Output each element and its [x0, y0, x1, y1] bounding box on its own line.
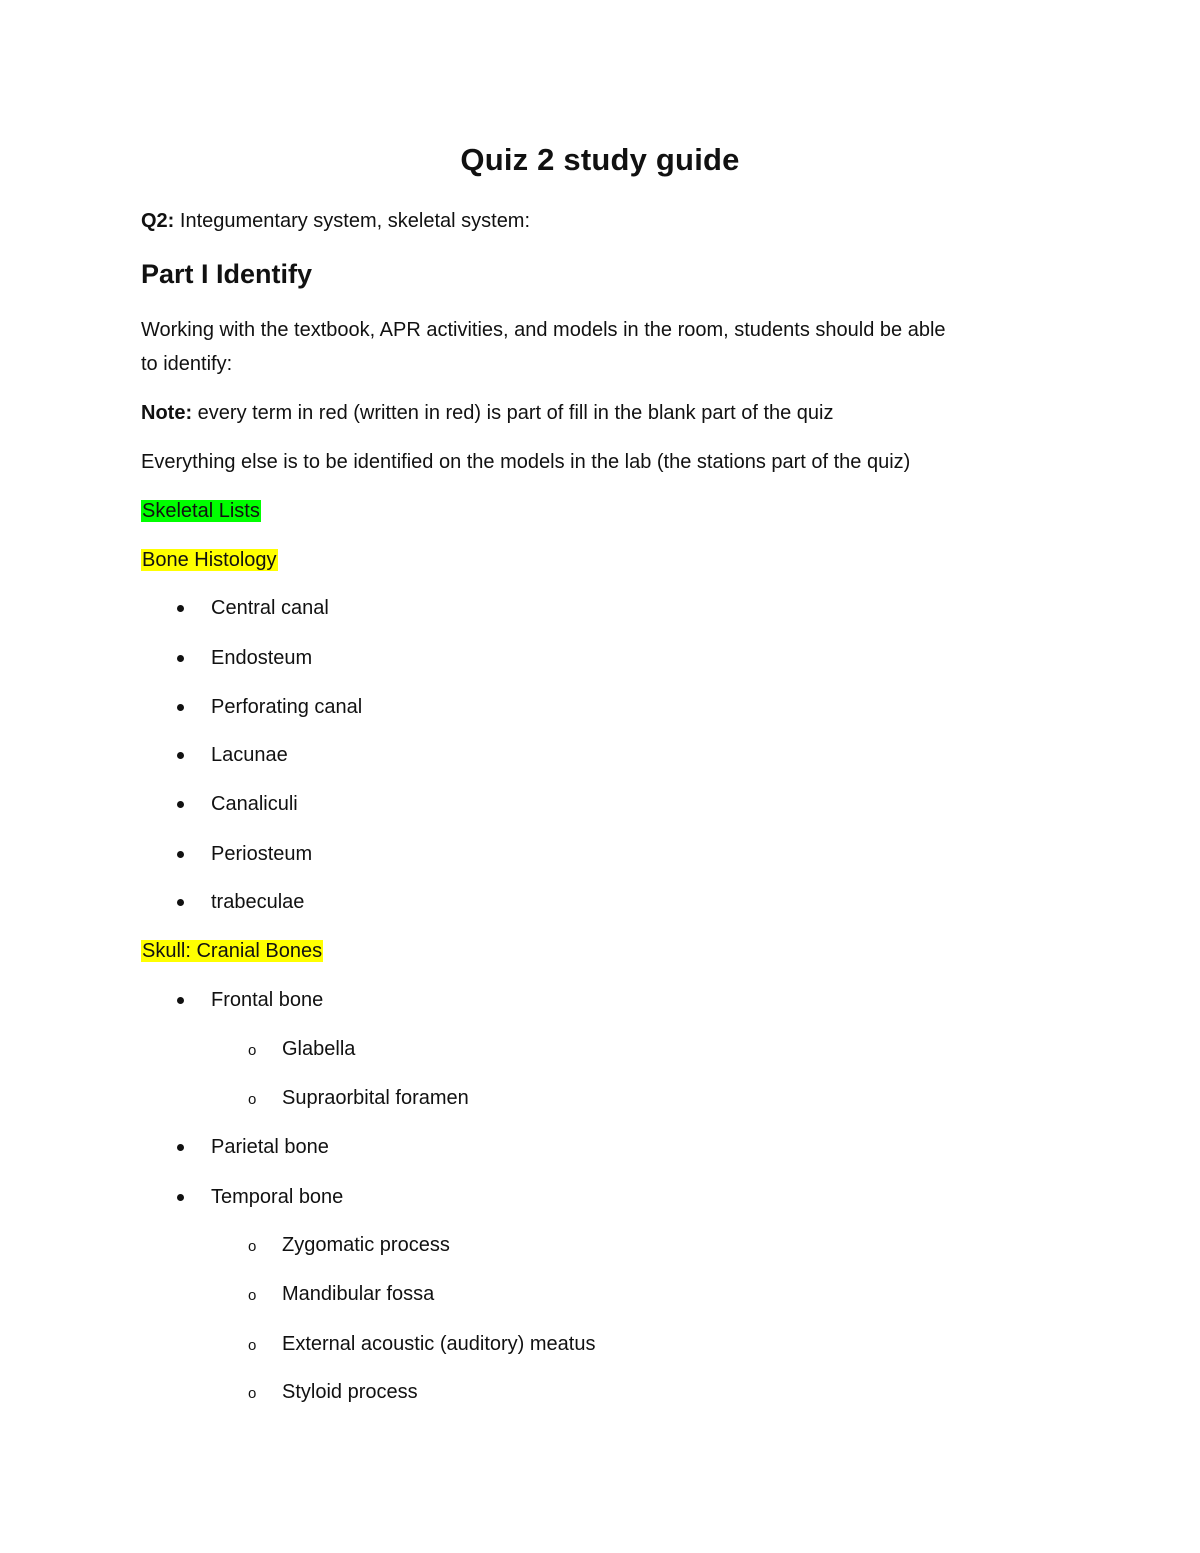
document-title: Quiz 2 study guide [460, 142, 740, 177]
list-item: Lacunae [211, 744, 288, 766]
list-item: Central canal [211, 597, 329, 619]
sub-bullet-icon: o [248, 1042, 257, 1059]
list-item: Canaliculi [211, 793, 298, 815]
sub-list-item: Zygomatic process [282, 1234, 450, 1256]
bullet-icon [177, 605, 184, 612]
list-item-temporal-bone: Temporal bone [211, 1186, 344, 1208]
sub-list-item: Mandibular fossa [282, 1283, 435, 1305]
bullet-icon [177, 655, 184, 662]
bullet-icon [177, 851, 184, 858]
q2-text: Integumentary system, skeletal system: [174, 210, 531, 232]
list-item-parietal-bone: Parietal bone [211, 1136, 329, 1158]
section-bone-histology [141, 543, 278, 577]
sub-bullet-icon: o [248, 1287, 257, 1304]
list-item: Endosteum [211, 647, 313, 669]
bullet-icon [177, 752, 184, 759]
bone-histology-label: Bone Histology [142, 549, 277, 571]
bullet-icon [177, 704, 184, 711]
sub-bullet-icon: o [248, 1238, 257, 1255]
bullet-icon [177, 801, 184, 808]
part-heading: Part I Identify [141, 259, 313, 289]
bullet-icon [177, 997, 184, 1004]
intro-line-2: to identify: [141, 353, 233, 375]
sub-list-item: Styloid process [282, 1381, 418, 1403]
q2-line [141, 204, 530, 238]
list-item: trabeculae [211, 891, 305, 913]
skeletal-lists-label: Skeletal Lists [142, 500, 260, 522]
intro-line-1: Working with the textbook, APR activities, and models in the room, students should be able [141, 319, 946, 341]
bullet-icon [177, 1144, 184, 1151]
sub-list-item: External acoustic (auditory) meatus [282, 1333, 596, 1355]
list-item-frontal-bone: Frontal bone [211, 989, 324, 1011]
skull-cranial-label: Skull: Cranial Bones [142, 940, 323, 962]
q2-label: Q2: [141, 210, 175, 232]
note-text: every term in red (written in red) is part of fill in the blank part of the quiz [192, 402, 834, 424]
section-skeletal-lists [141, 494, 261, 528]
bullet-icon [177, 899, 184, 906]
list-item: Periosteum [211, 843, 313, 865]
list-item: Perforating canal [211, 696, 363, 718]
sub-bullet-icon: o [248, 1385, 257, 1402]
everything-else-line: Everything else is to be identified on the models in the lab (the stations part of the quiz) [141, 451, 911, 473]
note-line [141, 396, 834, 430]
sub-bullet-icon: o [248, 1091, 257, 1108]
sub-bullet-icon: o [248, 1337, 257, 1354]
section-skull-cranial [141, 934, 323, 968]
bullet-icon [177, 1194, 184, 1201]
sub-list-item: Supraorbital foramen [282, 1087, 469, 1109]
note-label: Note: [141, 402, 193, 424]
sub-list-item: Glabella [282, 1038, 356, 1060]
